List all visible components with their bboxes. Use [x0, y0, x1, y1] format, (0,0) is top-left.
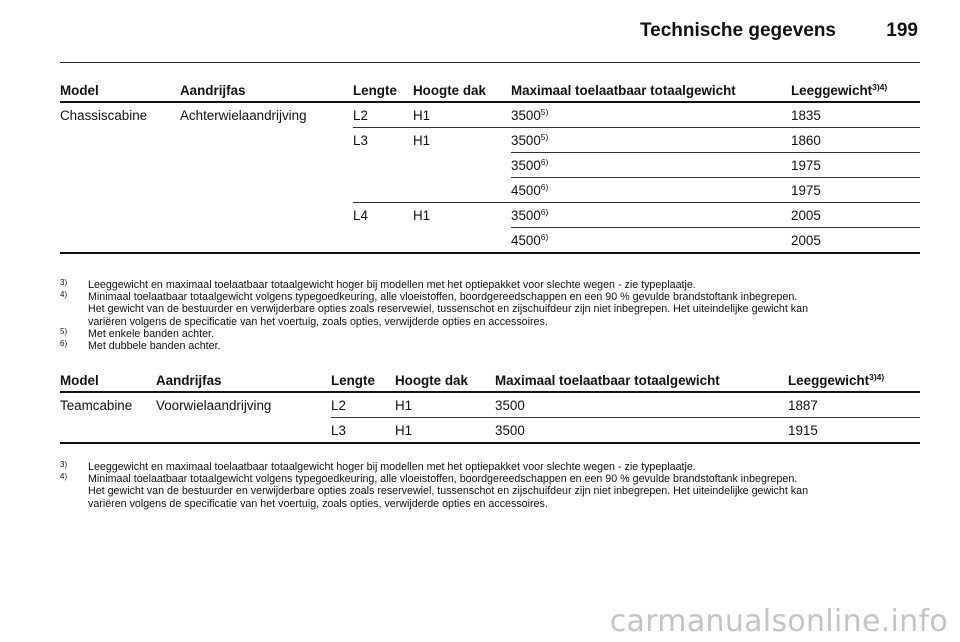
cell-length [353, 228, 413, 254]
cell-axle: Achterwielaandrijving [180, 107, 307, 123]
page-header [60, 14, 920, 63]
spec-table-teamcabine [60, 368, 920, 444]
table-row [60, 128, 920, 153]
cell-axle [180, 153, 353, 178]
cell-max: 4500$^{6)}$ [511, 228, 791, 254]
cell-max: 3500 [495, 392, 788, 418]
cell-length: L2 [331, 392, 395, 418]
footnotes-table2 [60, 461, 922, 510]
table-row [60, 418, 920, 444]
col-leeggewicht: Leeggewicht$^{3)4)}$ [791, 78, 920, 102]
cell-length [353, 153, 413, 178]
cell-empty: 1915 [788, 418, 920, 444]
footnote: 3) Leeggewicht en maximaal toelaatbaar totaalgewicht hoger bij modellen met het optiepakket voor slechte wegen - zie typeplaatje. [60, 460, 696, 473]
cell-model: Teamcabine [60, 397, 133, 413]
cell-max: 4500$^{6)}$ [511, 178, 791, 203]
col-aandrijfas: Aandrijfas [180, 78, 353, 102]
cell-roof: H1 [395, 418, 495, 444]
cell-axle [180, 128, 353, 153]
page-title: Technische gegevens [639, 20, 836, 41]
cell-empty: 1975 [791, 178, 920, 203]
col-hoogte-dak: Hoogte dak [413, 78, 511, 102]
page-number: 199 [886, 20, 918, 41]
cell-length [353, 178, 413, 203]
col-model: Model [60, 78, 180, 102]
table-row [60, 392, 920, 418]
cell-model [60, 418, 156, 444]
col-leeggewicht: Leeggewicht$^{3)4)}$ [788, 368, 920, 392]
table-header-row [60, 368, 920, 392]
cell-max: 3500 [495, 418, 788, 444]
cell-axle [156, 418, 331, 444]
cell-axle [180, 203, 353, 228]
cell-empty: 1887 [788, 392, 920, 418]
cell-roof: H1 [413, 102, 511, 128]
cell-empty: 2005 [791, 228, 920, 254]
col-aandrijfas: Aandrijfas [156, 368, 331, 392]
table-header-row [60, 78, 920, 102]
watermark: carmanualsonline.info [609, 604, 948, 639]
cell-max: 3500$^{5)}$ [511, 128, 791, 153]
spec-table-chassiscabine [60, 78, 920, 254]
footnotes-table1 [60, 279, 922, 352]
cell-empty: 1835 [791, 102, 920, 128]
col-max-gewicht: Maximaal toelaatbaar totaalgewicht [511, 78, 791, 102]
cell-length: L3 [331, 418, 395, 444]
col-hoogte-dak: Hoogte dak [395, 368, 495, 392]
cell-length: L2 [353, 102, 413, 128]
col-lengte: Lengte [331, 368, 395, 392]
col-lengte: Lengte [353, 78, 413, 102]
cell-max: 3500$^{5)}$ [511, 102, 791, 128]
cell-roof [413, 153, 511, 178]
cell-empty: 1860 [791, 128, 920, 153]
cell-empty: 2005 [791, 203, 920, 228]
cell-roof [413, 178, 511, 203]
cell-max: 3500$^{6)}$ [511, 203, 791, 228]
cell-axle [180, 228, 353, 254]
cell-model [60, 203, 180, 228]
cell-length: L3 [353, 132, 368, 148]
footnote: 6) Met dubbele banden achter. [60, 339, 221, 353]
cell-roof: H1 [395, 392, 495, 418]
cell-roof: H1 [413, 132, 431, 148]
cell-length: L4 [353, 207, 368, 223]
cell-axle: Voorwielaandrijving [156, 397, 272, 413]
col-max-gewicht: Maximaal toelaatbaar totaalgewicht [495, 368, 788, 392]
table-row [60, 228, 920, 254]
footnote: 4) Minimaal toelaatbaar totaalgewicht volgens typegoedkeuring, alle vloeistoffen, boordgereedschappen en een 90 % gevulde brandstoftank inbegrepen. Het gewicht van de bestuurder en verwijderbare opties zoals reservewiel, tussenschot en zijschuifdeur zijn niet inbegrepen. Het uiteindelijke gewicht kan variëren volgens de specificatie van het voertuig, zoals opties, verwijderde opties en accessoires. [60, 290, 809, 328]
table-row [60, 102, 920, 128]
cell-roof: H1 [413, 207, 431, 223]
table-row [60, 203, 920, 228]
cell-model [60, 153, 180, 178]
cell-max: 3500$^{6)}$ [511, 153, 791, 178]
table-row [60, 178, 920, 203]
table-row [60, 153, 920, 178]
cell-model [60, 228, 180, 254]
cell-model [60, 128, 180, 153]
cell-model: Chassiscabine [60, 107, 148, 123]
footnote: 4) Minimaal toelaatbaar totaalgewicht volgens typegoedkeuring, alle vloeistoffen, boordgereedschappen en een 90 % gevulde brandstoftank inbegrepen. Het gewicht van de bestuurder en verwijderbare opties zoals reservewiel, tussenschot en zijschuifdeur zijn niet inbegrepen. Het uiteindelijke gewicht kan variëren volgens de specificatie van het voertuig, zoals opties, verwijderde opties en accessoires. [60, 472, 809, 510]
footnote: 3) Leeggewicht en maximaal toelaatbaar totaalgewicht hoger bij modellen met het optiepakket voor slechte wegen - zie typeplaatje. [60, 278, 696, 291]
cell-roof [413, 228, 511, 254]
cell-model [60, 178, 180, 203]
col-model: Model [60, 368, 156, 392]
footnote: 5) Met enkele banden achter. [60, 326, 214, 340]
cell-empty: 1975 [791, 153, 920, 178]
cell-axle [180, 178, 353, 203]
